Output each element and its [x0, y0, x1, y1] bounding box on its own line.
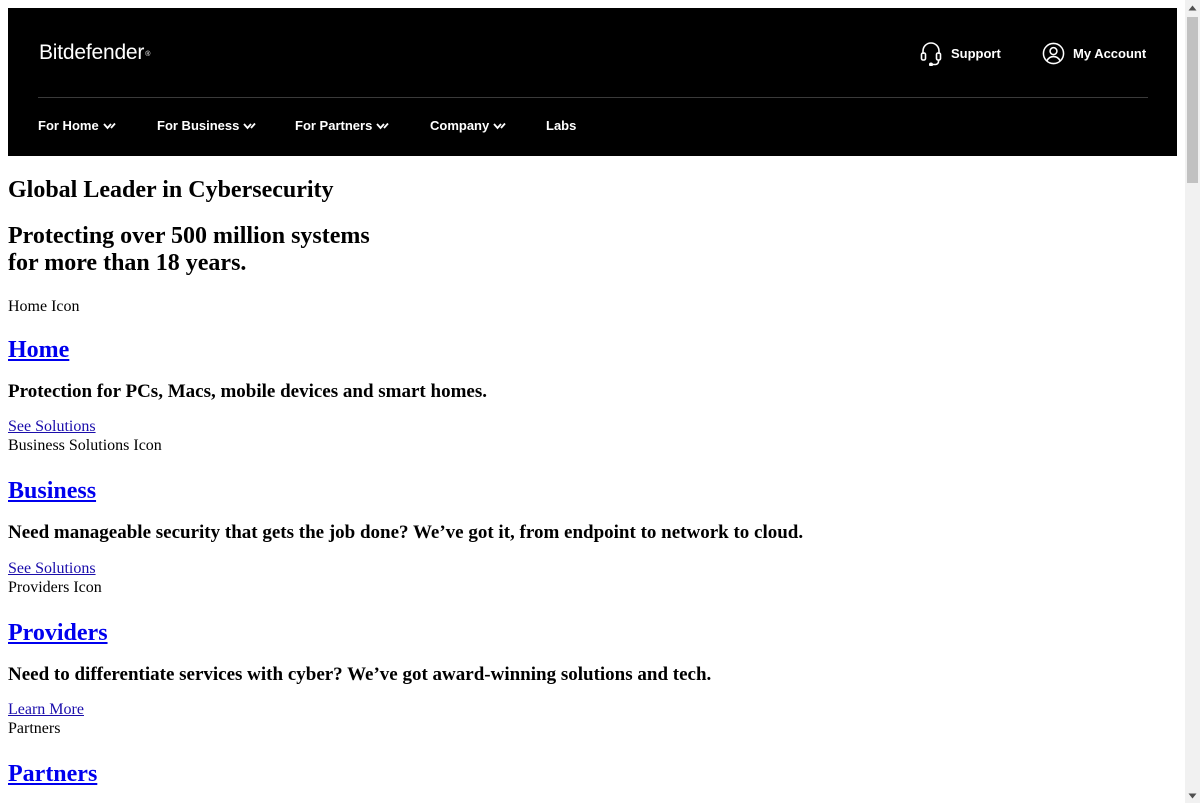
- nav-item-label: Company: [430, 118, 490, 133]
- nav-item-label: For Business: [157, 118, 240, 133]
- partners-image: Partners: [8, 720, 61, 737]
- card-description-business: Need manageable security that gets the job done? We’ve got it, from endpoint to network to cloud.: [8, 522, 804, 543]
- headset-icon: [919, 40, 943, 66]
- business-solutions-icon-image: Business Solutions Icon: [8, 437, 162, 454]
- triangle-up-icon: [1188, 5, 1197, 11]
- support-label: Support: [951, 45, 1001, 61]
- card-title-home: [8, 336, 1177, 364]
- triangle-down-icon: [1188, 793, 1197, 799]
- logo-text: Bitdefender: [39, 41, 145, 64]
- nav-item-company[interactable]: [430, 118, 508, 133]
- card-description-providers: Need to differentiate services with cyber? We’ve got award-winning solutions and tech.: [8, 664, 712, 685]
- chevron-down-icon: [243, 122, 258, 130]
- subheadline-line-1: Protecting over 500 million systems: [8, 223, 370, 249]
- card-title-providers: [8, 619, 1177, 647]
- nav-item-label: Labs: [546, 118, 577, 133]
- home-title-link[interactable]: Home: [8, 337, 70, 363]
- nav-item-labs[interactable]: [546, 118, 576, 133]
- providers-icon-image: Providers Icon: [8, 579, 102, 596]
- card-title-business: [8, 477, 1177, 505]
- page-subheadline: [8, 223, 1177, 277]
- scrollbar-thumb[interactable]: [1187, 17, 1198, 183]
- chevron-down-icon: [103, 122, 118, 130]
- partners-title-link[interactable]: Partners: [8, 761, 98, 787]
- chevron-down-icon: [493, 122, 508, 130]
- chevron-down-icon: [376, 122, 391, 130]
- header-divider: [38, 97, 1148, 98]
- providers-learn-more-link[interactable]: Learn More: [8, 701, 84, 718]
- nav-item-label: For Partners: [295, 118, 373, 133]
- my-account-link[interactable]: [1042, 39, 1146, 67]
- main-nav: [38, 118, 1148, 136]
- logo-registered-mark: ®: [145, 51, 151, 58]
- scroll-down-button[interactable]: [1185, 788, 1200, 803]
- support-link[interactable]: [919, 39, 1001, 67]
- business-title-link[interactable]: Business: [8, 478, 97, 504]
- my-account-label: My Account: [1073, 45, 1147, 61]
- subheadline-line-2: for more than 18 years.: [8, 250, 247, 276]
- business-see-solutions-link[interactable]: See Solutions: [8, 560, 96, 577]
- page-headline: Global Leader in Cybersecurity: [8, 177, 334, 203]
- nav-item-label: For Home: [38, 118, 99, 133]
- site-header: [8, 8, 1177, 156]
- main-content: [8, 156, 1177, 788]
- scroll-up-button[interactable]: [1185, 0, 1200, 15]
- user-circle-icon: [1042, 42, 1065, 65]
- bitdefender-logo[interactable]: [39, 40, 150, 66]
- home-see-solutions-link[interactable]: See Solutions: [8, 418, 96, 435]
- home-icon-image: Home Icon: [8, 298, 80, 315]
- card-description-home: Protection for PCs, Macs, mobile devices and smart homes.: [8, 381, 487, 402]
- vertical-scrollbar[interactable]: [1185, 0, 1200, 803]
- nav-item-for-partners[interactable]: [295, 118, 391, 133]
- card-title-partners: [8, 760, 1177, 788]
- nav-item-for-business[interactable]: [157, 118, 258, 133]
- nav-item-for-home[interactable]: [38, 118, 118, 133]
- providers-title-link[interactable]: Providers: [8, 620, 108, 646]
